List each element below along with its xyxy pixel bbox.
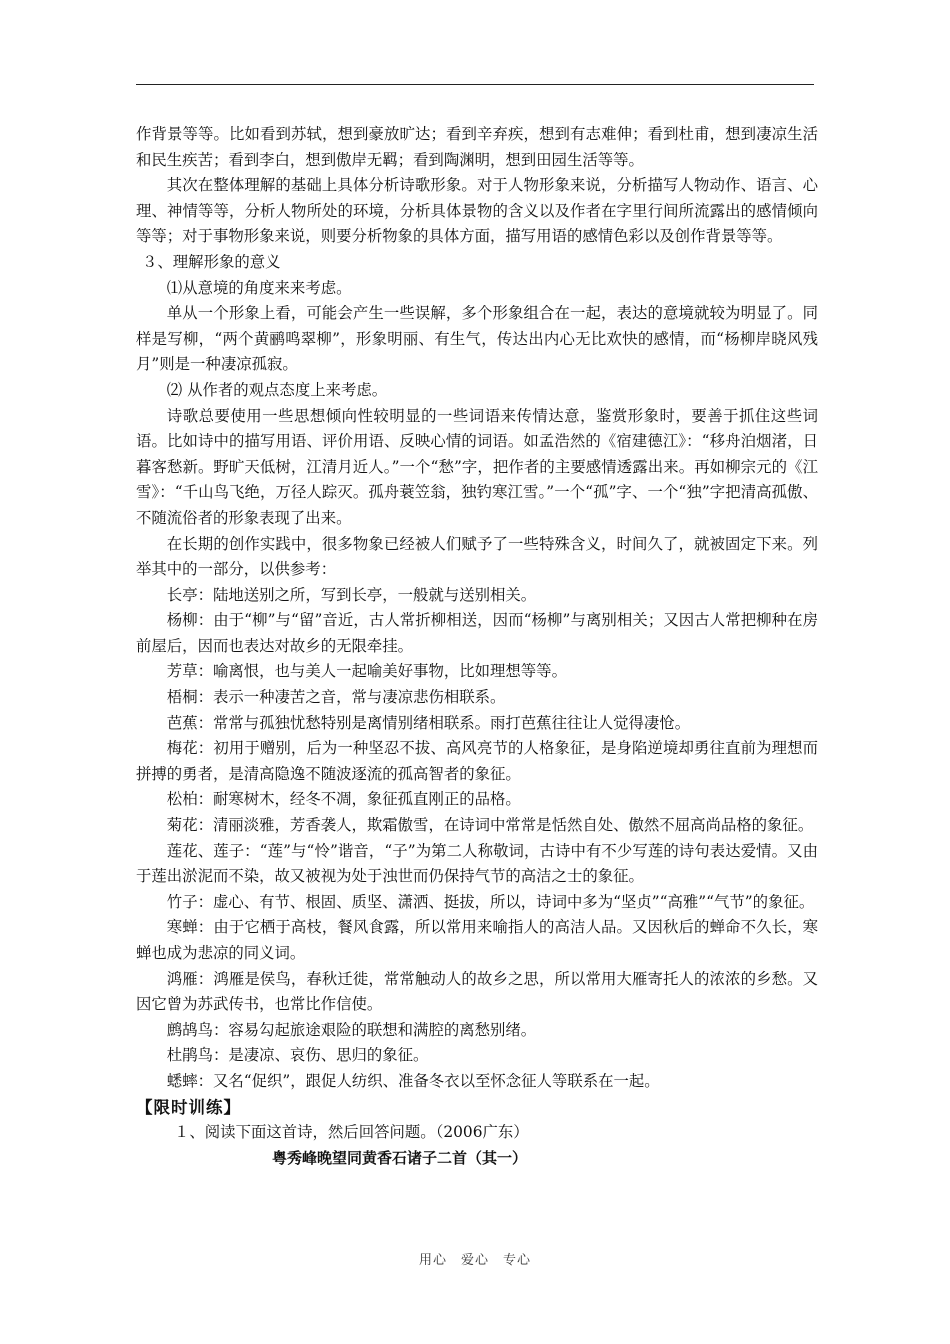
header-rule <box>136 84 814 85</box>
paragraph: 松柏：耐寒树木，经冬不凋，象征孤直刚正的品格。 <box>166 790 521 809</box>
question-line: １、阅读下面这首诗，然后回答问题。（2006广东） <box>174 1123 529 1142</box>
paragraph: 莲花、莲子：“莲”与“怜”谐音，“子”为第二人称敬词，古诗中有不少写莲的诗句表达爱情。又由于莲出淤泥而不染，故又被视为处于浊世而仍保持气节的高洁之士的象征。 <box>136 841 818 886</box>
document-body <box>136 122 818 1171</box>
paragraph: 杜鹃鸟：是凄凉、哀伤、思归的象征。 <box>166 1046 429 1065</box>
paragraph: 鹧鸪鸟：容易勾起旅途艰险的联想和满腔的离愁别绪。 <box>166 1020 537 1039</box>
paragraph: 长亭：陆地送别之所，写到长亭，一般就与送别相关。 <box>166 585 537 604</box>
paragraph: ⑵ 从作者的观点态度上来考虑。 <box>166 380 388 399</box>
paragraph: 诗歌总要使用一些思想倾向性较明显的一些词语来传情达意，鉴赏形象时，要善于抓住这些词语。比如诗中的描写用语、评价用语、反映心情的词语。如孟浩然的《宿建德江》：“移舟泊烟渚，日暮客愁新。野旷天低树，江清月近人。”一个“愁”字，把作者的主要感情透露出来。再如柳宗元的《江雪》：“千山鸟飞绝，万径人踪灭。孤舟蓑笠翁，独钓寒江雪。”一个“孤”字、一个“独”字把清高孤傲、不随流俗者的形象表现了出来。 <box>136 406 818 527</box>
section-heading: 【限时训练】 <box>136 1097 241 1117</box>
paragraph: 杨柳：由于“柳”与“留”音近，古人常折柳相送，因而“杨柳”与离别相关；又因古人常把柳种在房前屋后，因而也表达对故乡的无限牵挂。 <box>136 611 818 655</box>
paragraph: 其次在整体理解的基础上具体分析诗歌形象。对于人物形象来说，分析描写人物动作、语言、心理、神情等等，分析人物所处的环境，分析具体景物的含义以及作者在字里行间所流露出的感情倾向等等；对于事物形象来说，则要分析物象的具体方面，描写用语的感情色彩以及创作背景等等。 <box>136 176 818 246</box>
paragraph: ⑴从意境的角度来来考虑。 <box>166 278 352 297</box>
poem-title: 粤秀峰晚望同黄香石诸子二首（其一） <box>272 1148 528 1167</box>
paragraph: 芭蕉：常常与孤独忧愁特别是离情别绪相联系。雨打芭蕉往往让人觉得凄怆。 <box>166 713 691 732</box>
paragraph: 鸿雁：鸿雁是侯鸟，春秋迁徙，常常触动人的故乡之思，所以常用大雁寄托人的浓浓的乡愁。又因它曾为苏武传书，也常比作信使。 <box>136 969 818 1014</box>
paragraph: 在长期的创作实践中，很多物象已经被人们赋予了一些特殊含义，时间久了，就被固定下来。列举其中的一部分，以供参考： <box>136 534 818 579</box>
paragraph: 寒蝉：由于它栖于高枝，餐风食露，所以常用来喻指人的高洁人品。又因秋后的蝉命不久长，寒蝉也成为悲凉的同义词。 <box>136 918 818 962</box>
paragraph: 单从一个形象上看，可能会产生一些误解，多个形象组合在一起，表达的意境就较为明显了。同样是写柳，“两个黄鹂鸣翠柳”，形象明丽、有生气，传达出内心无比欢快的感情，而“杨柳岸晓风残月”则是一种凄凉孤寂。 <box>136 304 818 374</box>
paragraph: 作背景等等。比如看到苏轼，想到豪放旷达；看到辛弃疾，想到有志难伸；看到杜甫，想到凄凉生活和民生疾苦；看到李白，想到傲岸无羁；看到陶渊明，想到田园生活等等。 <box>136 125 818 169</box>
paragraph: 竹子：虚心、有节、根固、质坚、潇洒、挺拔，所以，诗词中多为“坚贞”“高雅”“气节”的象征。 <box>166 892 815 911</box>
paragraph: 蟋蟀：又名“促织”，跟促人纺织、准备冬衣以至怀念征人等联系在一起。 <box>166 1071 660 1090</box>
paragraph-list <box>136 122 818 1095</box>
paragraph: ３、理解形象的意义 <box>142 252 281 271</box>
paragraph: 菊花：清丽淡雅，芳香袭人，欺霜傲雪，在诗词中常常是恬然自处、傲然不屈高尚品格的象征。 <box>166 816 814 835</box>
paragraph: 芳草：喻离恨，也与美人一起喻美好事物，比如理想等等。 <box>166 662 567 681</box>
page-footer: 用心 爱心 专心 <box>418 1253 531 1268</box>
paragraph: 梅花：初用于赠别，后为一种坚忍不拔、高风亮节的人格象征，是身陷逆境却勇往直前为理想而拼搏的勇者，是清高隐逸不随波逐流的孤高智者的象征。 <box>136 739 818 783</box>
paragraph: 梧桐：表示一种凄苦之音，常与凄凉悲伤相联系。 <box>166 688 506 707</box>
